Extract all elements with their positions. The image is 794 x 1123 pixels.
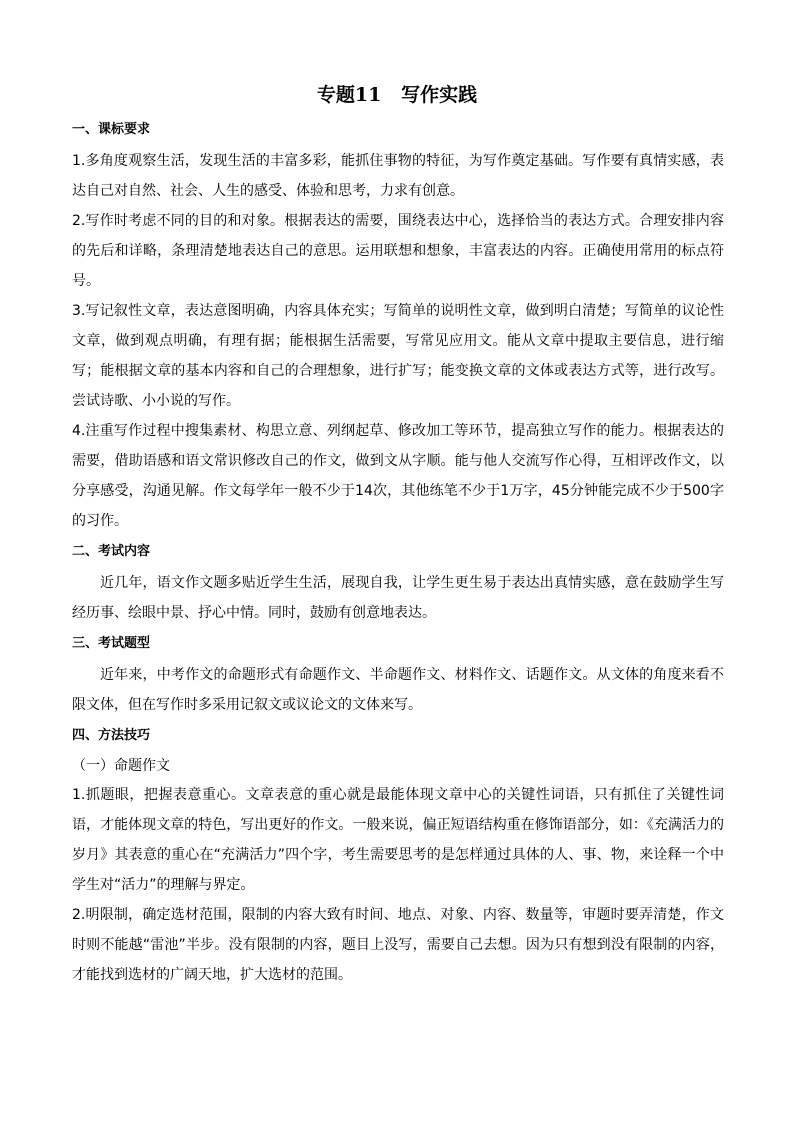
paragraph: 1.多角度观察生活，发现生活的丰富多彩，能抓住事物的特征，为写作奠定基础。写作要有真情实感，表达自己对自然、社会、人生的感受、体验和思考，力求有创意。 xyxy=(72,153,724,199)
page-title: 专题11 写作实践 xyxy=(316,84,478,106)
section-heading: 一、课标要求 xyxy=(72,122,151,137)
paragraph: 2.明限制，确定选材范围，限制的内容大致有时间、地点、对象、内容、数量等，审题时要弄清楚，作文时则不能越“雷池”半步。没有限制的内容，题目上没写，需要自己去想。因为只有想到没有限制的内容，才能找到选材的广阔天地，扩大选材的范围。 xyxy=(72,907,724,983)
section-curriculum xyxy=(72,120,724,536)
document-body xyxy=(72,120,724,990)
paragraph: 近年来，中考作文的命题形式有命题作文、半命题作文、材料作文、话题作文。从文体的角度来看不限文体，但在写作时多采用记叙文或议论文的文体来写。 xyxy=(72,667,724,713)
section-question-types xyxy=(72,634,724,720)
section-exam-content xyxy=(72,542,724,628)
section-heading: 三、考试题型 xyxy=(72,636,151,651)
section-heading: 二、考试内容 xyxy=(72,544,151,559)
paragraph: 3.写记叙性文章，表达意图明确，内容具体充实；写简单的说明性文章，做到明白清楚；写简单的议论性文章，做到观点明确，有理有据；能根据生活需要，写常见应用文。能从文章中提取主要信息，进行缩写；能根据文章的基本内容和自己的合理想象，进行扩写；能变换文章的文体或表达方式等，进行改写。尝试诗歌、小小说的写作。 xyxy=(72,303,724,409)
paragraph: 2.写作时考虑不同的目的和对象。根据表达的需要，围绕表达中心，选择恰当的表达方式。合理安排内容的先后和详略，条理清楚地表达自己的意思。运用联想和想象，丰富表达的内容。正确使用常用的标点符号。 xyxy=(72,213,724,289)
section-heading: 四、方法技巧 xyxy=(72,728,151,743)
section-methods xyxy=(72,726,724,990)
paragraph: 1.抓题眼，把握表意重心。文章表意的重心就是最能体现文章中心的关键性词语，只有抓住了关键性词语，才能体现文章的特色，写出更好的作文。一般来说，偏正短语结构重在修饰语部分，如：《充满活力的岁月》其表意的重心在“充满活力”四个字，考生需要思考的是怎样通过具体的人、事、物，来诠释一个中学生对“活力”的理解与界定。 xyxy=(72,787,724,893)
subsection-heading: （一）命题作文 xyxy=(72,758,170,774)
paragraph: 近几年，语文作文题多贴近学生生活，展现自我，让学生更生易于表达出真情实感，意在鼓励学生写经历事、绘眼中景、抒心中情。同时，鼓励有创意地表达。 xyxy=(72,575,724,621)
paragraph: 4.注重写作过程中搜集素材、构思立意、列纲起草、修改加工等环节，提高独立写作的能力。根据表达的需要，借助语感和语文常识修改自己的作文，做到文从字顺。能与他人交流写作心得，互相评改作文，以分享感受，沟通见解。作文每学年一般不少于14次，其他练笔不少于1万字，45分钟能完成不少于500字的习作。 xyxy=(72,423,724,529)
